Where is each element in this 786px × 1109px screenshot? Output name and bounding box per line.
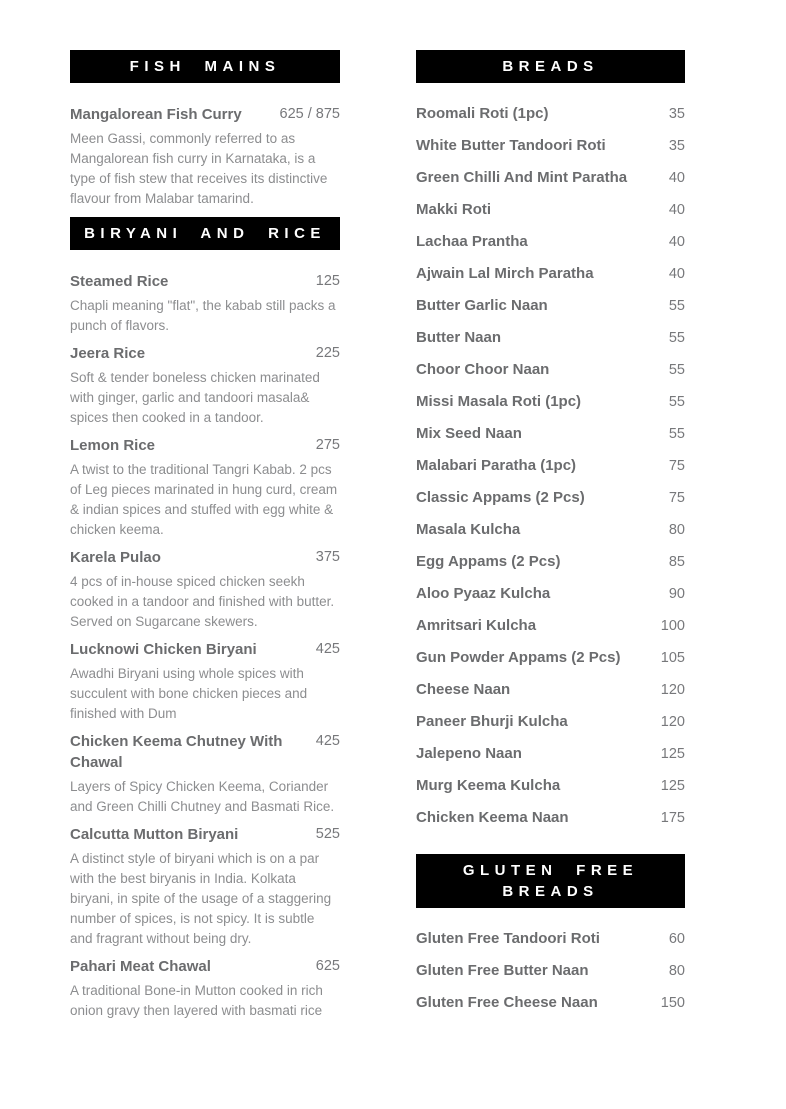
item-row: [416, 961, 685, 981]
item-row: [70, 956, 340, 977]
item-price: 40: [668, 202, 685, 218]
item-name: Jeera Rice: [70, 345, 146, 362]
item-name: Makki Roti: [416, 201, 492, 218]
item-description: A distinct style of biryani which is on a par with the best biryanis in India. Kolkata biryani, in spite of the usage of a staggering number of spices, is not spicy. It is subtle and fragrant without being dry.: [70, 851, 332, 946]
item-name: Lucknowi Chicken Biryani: [70, 641, 257, 658]
item-price: 125: [660, 778, 685, 794]
menu-item: [70, 824, 340, 949]
menu-item: [70, 731, 340, 817]
item-price: 125: [660, 746, 685, 762]
item-name: Malabari Paratha (1pc): [416, 457, 577, 474]
menu-item: [416, 264, 685, 284]
item-price: 105: [660, 650, 685, 666]
item-description: A traditional Bone-in Mutton cooked in rich onion gravy then layered with basmati rice: [70, 983, 323, 1018]
menu-item: [70, 435, 340, 540]
item-row: [416, 296, 685, 316]
menu-item: [416, 584, 685, 604]
item-name: Gluten Free Tandoori Roti: [416, 930, 600, 947]
item-price: 55: [668, 362, 685, 378]
menu-item: [416, 296, 685, 316]
item-row: [416, 616, 685, 636]
section-header: BREADS: [416, 50, 685, 83]
menu-item: [416, 712, 685, 732]
item-row: [70, 104, 340, 125]
menu-item: [416, 424, 685, 444]
item-name: Amritsari Kulcha: [416, 617, 537, 634]
menu-item: [70, 271, 340, 336]
menu-item: [70, 343, 340, 428]
item-price: 55: [668, 394, 685, 410]
item-price: 175: [660, 810, 685, 826]
item-price: 80: [668, 522, 685, 538]
menu-item: [70, 639, 340, 724]
item-price: 375: [315, 549, 340, 565]
menu-item: [416, 168, 685, 188]
item-name: Calcutta Mutton Biryani: [70, 826, 239, 843]
menu-item: [416, 616, 685, 636]
item-price: 625 / 875: [279, 106, 340, 122]
item-price: 100: [660, 618, 685, 634]
item-row: [416, 360, 685, 380]
menu-item: [416, 520, 685, 540]
item-name: Mangalorean Fish Curry: [70, 106, 242, 123]
item-row: [416, 136, 685, 156]
menu-item: [416, 200, 685, 220]
left-column: [70, 50, 340, 1028]
menu-item: [416, 552, 685, 572]
menu-item: [416, 360, 685, 380]
item-name: Mix Seed Naan: [416, 425, 522, 442]
item-row: [416, 168, 685, 188]
item-row: [416, 744, 685, 764]
item-price: 275: [315, 437, 340, 453]
item-row: [416, 104, 685, 124]
item-row: [416, 232, 685, 252]
item-name: Gluten Free Cheese Naan: [416, 994, 598, 1011]
item-description: Chapli meaning "flat", the kabab still packs a punch of flavors.: [70, 298, 336, 333]
menu-item: [416, 776, 685, 796]
menu-item: [416, 744, 685, 764]
item-row: [416, 424, 685, 444]
item-price: 525: [315, 826, 340, 842]
section-header: GLUTEN FREE BREADS: [416, 854, 685, 908]
item-name: Classic Appams (2 Pcs): [416, 489, 585, 506]
item-row: [70, 271, 340, 292]
item-row: [416, 712, 685, 732]
item-name: Cheese Naan: [416, 681, 511, 698]
item-name: Jalepeno Naan: [416, 745, 522, 762]
item-price: 625: [315, 958, 340, 974]
menu-section: [70, 50, 340, 209]
item-price: 80: [668, 963, 685, 979]
item-row: [70, 731, 340, 773]
item-row: [416, 520, 685, 540]
item-name: Ajwain Lal Mirch Paratha: [416, 265, 594, 282]
menu-item: [416, 808, 685, 828]
item-price: 120: [660, 682, 685, 698]
item-row: [416, 929, 685, 949]
menu-item: [70, 104, 340, 209]
item-price: 85: [668, 554, 685, 570]
item-row: [70, 639, 340, 660]
item-name: Aloo Pyaaz Kulcha: [416, 585, 551, 602]
item-description: Meen Gassi, commonly referred to as Mangalorean fish curry in Karnataka, is a type of fish stew that receives its distinctive flavour from Malabar tamarind.: [70, 131, 328, 206]
menu-item: [70, 547, 340, 632]
item-name: White Butter Tandoori Roti: [416, 137, 606, 154]
item-name: Green Chilli And Mint Paratha: [416, 169, 628, 186]
item-description: Layers of Spicy Chicken Keema, Coriander and Green Chilli Chutney and Basmati Rice.: [70, 779, 335, 814]
item-row: [416, 328, 685, 348]
item-name: Pahari Meat Chawal: [70, 958, 211, 975]
item-description: A twist to the traditional Tangri Kabab. 2 pcs of Leg pieces marinated in hung curd, cream & indian spices and stuffed with egg white & chicken keema.: [70, 462, 338, 537]
section-header: FISH MAINS: [70, 50, 340, 83]
item-price: 120: [660, 714, 685, 730]
menu-item: [416, 136, 685, 156]
item-row: [416, 584, 685, 604]
item-price: 75: [668, 490, 685, 506]
item-description: Awadhi Biryani using whole spices with succulent with bone chicken pieces and finished with Dum: [70, 666, 308, 721]
menu-item: [416, 648, 685, 668]
item-price: 40: [668, 170, 685, 186]
item-row: [416, 648, 685, 668]
item-name: Butter Garlic Naan: [416, 297, 548, 314]
menu-item: [416, 456, 685, 476]
item-name: Butter Naan: [416, 329, 502, 346]
item-row: [416, 993, 685, 1013]
item-price: 35: [668, 138, 685, 154]
item-name: Steamed Rice: [70, 273, 169, 290]
item-row: [416, 200, 685, 220]
item-price: 425: [315, 733, 340, 749]
menu-item: [416, 680, 685, 700]
item-row: [416, 776, 685, 796]
section-header: BIRYANI AND RICE: [70, 217, 340, 250]
item-name: Gun Powder Appams (2 Pcs): [416, 649, 621, 666]
item-price: 40: [668, 234, 685, 250]
item-row: [416, 456, 685, 476]
item-description: 4 pcs of in-house spiced chicken seekh cooked in a tandoor and finished with butter. Served on Sugarcane skewers.: [70, 574, 335, 629]
item-price: 425: [315, 641, 340, 657]
item-row: [70, 343, 340, 364]
right-column: [416, 50, 685, 1025]
item-row: [70, 547, 340, 568]
item-price: 75: [668, 458, 685, 474]
menu-section: [416, 50, 685, 828]
menu-item: [416, 929, 685, 949]
item-name: Missi Masala Roti (1pc): [416, 393, 582, 410]
item-name: Gluten Free Butter Naan: [416, 962, 589, 979]
menu-item: [416, 104, 685, 124]
item-name: Lachaa Prantha: [416, 233, 528, 250]
menu-item: [416, 488, 685, 508]
item-name: Choor Choor Naan: [416, 361, 550, 378]
item-row: [416, 552, 685, 572]
item-price: 60: [668, 931, 685, 947]
item-row: [416, 680, 685, 700]
item-row: [416, 264, 685, 284]
item-name: Chicken Keema Chutney With Chawal: [70, 733, 283, 771]
item-row: [70, 435, 340, 456]
menu-item: [416, 232, 685, 252]
menu-item: [70, 956, 340, 1021]
item-name: Karela Pulao: [70, 549, 161, 566]
item-price: 125: [315, 273, 340, 289]
menu-item: [416, 328, 685, 348]
item-price: 55: [668, 426, 685, 442]
item-row: [70, 824, 340, 845]
item-name: Egg Appams (2 Pcs): [416, 553, 561, 570]
item-price: 55: [668, 330, 685, 346]
item-name: Chicken Keema Naan: [416, 809, 569, 826]
item-description: Soft & tender boneless chicken marinated with ginger, garlic and tandoori masala& spices then cooked in a tandoor.: [70, 370, 320, 425]
item-name: Roomali Roti (1pc): [416, 105, 549, 122]
item-row: [416, 392, 685, 412]
item-price: 35: [668, 106, 685, 122]
menu-section: [416, 854, 685, 1013]
menu-item: [416, 993, 685, 1013]
item-name: Lemon Rice: [70, 437, 156, 454]
item-price: 150: [660, 995, 685, 1011]
item-price: 225: [315, 345, 340, 361]
item-price: 55: [668, 298, 685, 314]
item-name: Paneer Bhurji Kulcha: [416, 713, 568, 730]
menu-section: [70, 217, 340, 1021]
menu-item: [416, 392, 685, 412]
item-row: [416, 488, 685, 508]
item-name: Masala Kulcha: [416, 521, 521, 538]
item-row: [416, 808, 685, 828]
item-price: 40: [668, 266, 685, 282]
item-price: 90: [668, 586, 685, 602]
menu-item: [416, 961, 685, 981]
item-name: Murg Keema Kulcha: [416, 777, 561, 794]
